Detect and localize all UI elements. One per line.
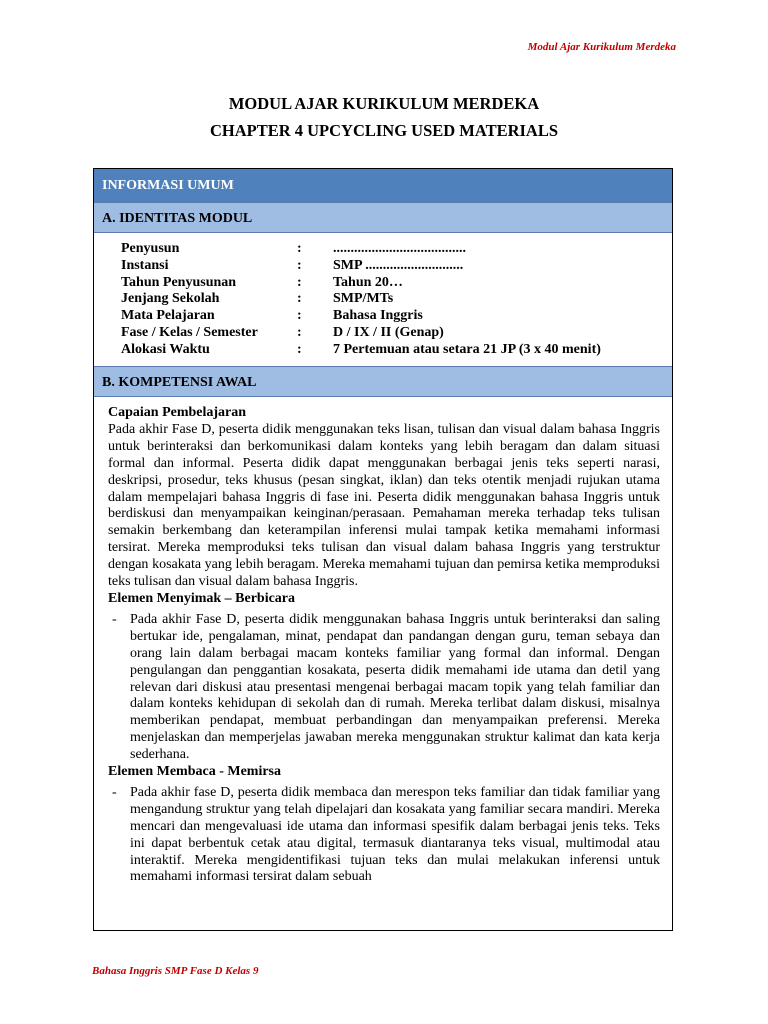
identity-label: Alokasi Waktu: [121, 341, 210, 357]
identity-row: [121, 241, 601, 258]
identity-label: Fase / Kelas / Semester: [121, 324, 258, 340]
module-table: [93, 168, 673, 931]
identity-colon: :: [297, 341, 302, 357]
document-title: MODUL AJAR KURIKULUM MERDEKA: [228, 94, 540, 113]
identity-row: [121, 291, 601, 308]
running-footer: Bahasa Inggris SMP Fase D Kelas 9: [92, 965, 259, 977]
identity-colon: :: [297, 308, 302, 324]
identity-label: Penyusun: [121, 241, 180, 256]
dash-bullet: -: [112, 611, 117, 627]
identity-colon: :: [297, 241, 302, 256]
identity-label: Jenjang Sekolah: [121, 291, 220, 307]
section-bar-kompetensi-awal: B. KOMPETENSI AWAL: [94, 366, 672, 397]
identity-colon: :: [297, 274, 302, 290]
cp-paragraph: Pada akhir Fase D, peserta didik menggunakan teks lisan, tulisan dan visual dalam bahasa Inggris untuk berinteraksi dan berkomunikasi dalam konteks yang lebih beragam dan dalam situasi formal dan informal. Peserta didik dapat menggunakan berbagai jenis teks seperti narasi, deskripsi, prosedur, teks khusus (pesan singkat, iklan) dan teks otentik menjadi rujukan utama dalam mempelajari bahasa Inggris di fase ini. Peserta didik menggunakan bahasa Inggris untuk berdiskusi dan menyampaikan keinginan/perasaan. Pemahaman mereka terhadap teks tulisan semakin berkembang dan keterampilan inferensi mulai tampak ketika memahami informasi tersirat. Mereka memproduksi teks tulisan dan visual dalam bahasa Inggris yang terstruktur dengan kosakata yang lebih beragam. Mereka memahami tujuan dan pemirsa ketika memproduksi teks tulisan dan visual dalam bahasa Inggris.: [108, 421, 660, 590]
section-bar-informasi-umum: INFORMASI UMUM: [94, 169, 672, 202]
identity-row: [121, 325, 601, 342]
identity-colon: :: [297, 257, 302, 273]
identity-colon: :: [297, 324, 302, 340]
membaca-item: [108, 785, 660, 886]
identity-label: Mata Pelajaran: [121, 308, 215, 324]
document-subtitle: CHAPTER 4 UPCYCLING USED MATERIALS: [209, 121, 559, 140]
section-bar-identitas-modul: A. IDENTITAS MODUL: [94, 202, 672, 233]
identity-value: D / IX / II (Genap): [333, 324, 444, 340]
identity-value: SMP/MTs: [333, 291, 394, 307]
cp-heading: Capaian Pembelajaran: [108, 405, 247, 420]
identity-row: [121, 275, 601, 292]
identity-value: Bahasa Inggris: [333, 308, 423, 324]
identity-value: ......................................: [333, 241, 466, 256]
identity-colon: :: [297, 291, 302, 307]
identity-value: 7 Pertemuan atau setara 21 JP (3 x 40 menit): [333, 341, 601, 357]
running-header: Modul Ajar Kurikulum Merdeka: [527, 41, 676, 53]
membaca-heading: Elemen Membaca - Memirsa: [108, 764, 281, 780]
identity-row: [121, 342, 601, 359]
membaca-paragraph: Pada akhir fase D, peserta didik membaca dan merespon teks familiar dan tidak familiar yang mengandung struktur yang telah dipelajari dan kosakata yang familiar secara mandiri. Mereka mencari dan mengevaluasi ide utama dan informasi spesifik dalam berbagai jenis teks. Teks ini dapat berbentuk cetak atau digital, termasuk diantaranya teks visual, multimodal atau interaktif. Mereka mengidentifikasi tujuan teks dan mulai melakukan inferensi untuk memahami informasi tersirat dalam sebuah: [130, 784, 660, 885]
identity-value: SMP ............................: [333, 257, 464, 273]
kompetensi-content: [108, 405, 660, 886]
identity-row: [121, 308, 601, 325]
identity-list: [121, 241, 601, 359]
identity-value: Tahun 20…: [333, 274, 403, 290]
menyimak-paragraph: Pada akhir Fase D, peserta didik menggunakan bahasa Inggris untuk berinteraksi dan saling bertukar ide, pengalaman, minat, pendapat dan pandangan dengan guru, teman sebaya dan orang lain dalam berbagai macam konteks familiar yang formal dan informal. Dengan pengulangan dan penggantian kosakata, peserta didik memahami ide utama dan detil yang relevan dari diskusi atau presentasi mengenai berbagai macam topik yang telah familiar dan dalam konteks kehidupan di sekolah dan di rumah. Mereka terlibat dalam diskusi, misalnya memberikan pendapat, membuat perbandingan dan menyampaikan preferensi. Mereka menjelaskan dan memperjelas jawaban mereka menggunakan struktur kalimat dan kata kerja sederhana.: [130, 611, 660, 763]
dash-bullet: -: [112, 784, 117, 800]
identity-label: Tahun Penyusunan: [121, 274, 237, 290]
identity-row: [121, 258, 601, 275]
menyimak-heading: Elemen Menyimak – Berbicara: [108, 590, 296, 606]
identity-label: Instansi: [121, 257, 169, 273]
menyimak-item: [108, 612, 660, 764]
